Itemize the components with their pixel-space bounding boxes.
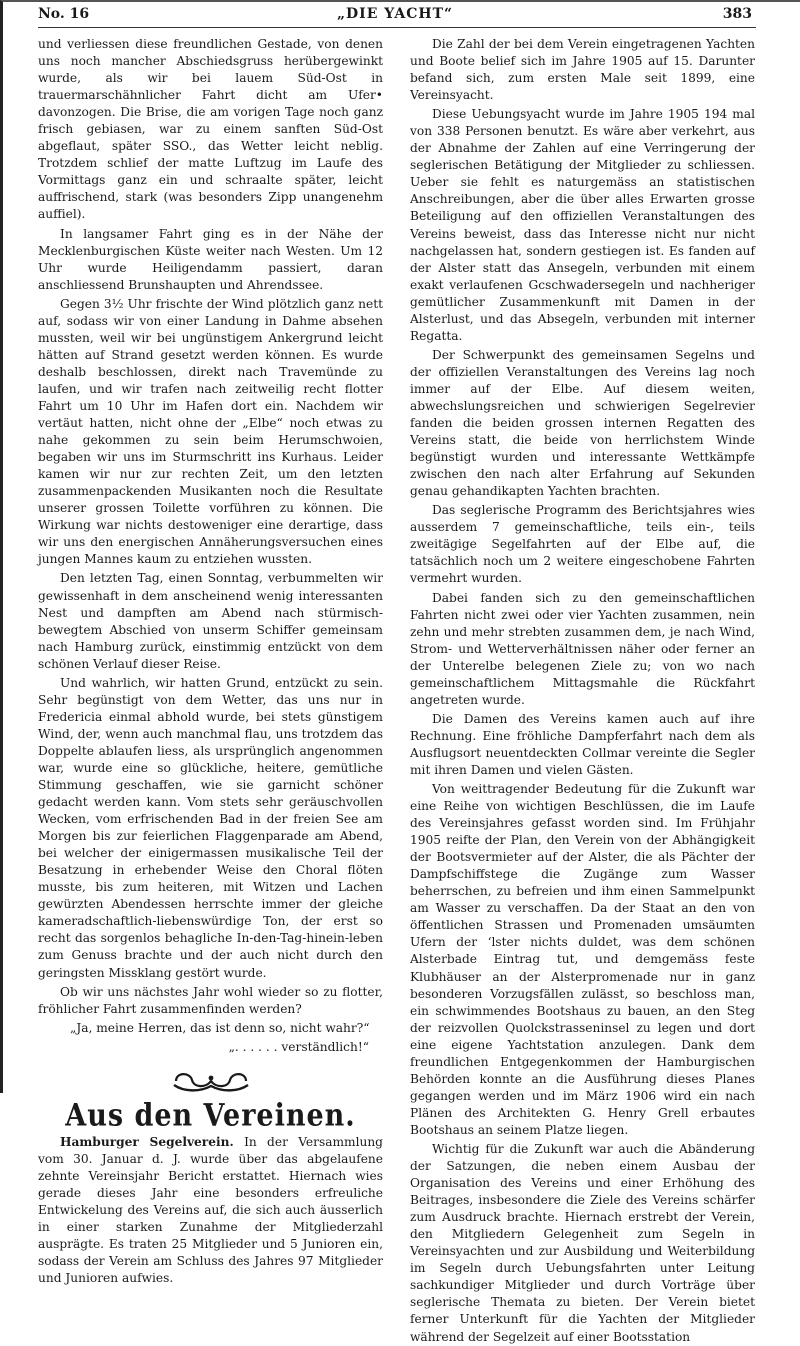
issue-number: No. 16	[38, 6, 90, 22]
paragraph: Und wahrlich, wir hatten Grund, entzückt zu sein. Sehr begünstigt von dem Wetter, das uns nur in Fredericia einmal abhold wurde, bei stets günstigem Wind, der, wenn auch manchmal flau, uns trotzdem das Doppelte ablaufen liess, als ursprünglich angenommen war, wurde eine so glückliche, heitere, gemütliche Stimmung geschaffen, wie sie garnicht schöner gedacht werden kann. Vom stets sehr geräuschvollen Wecken, vom erfrischenden Bad in der freien See am Morgen bis zur feierlichen Flaggenparade am Abend, bei welcher der einigermassen musikalische Teil der Besatzung in erhebender Weise den Choral flöten musste, bis zum heiteren, mit Witzen und Lachen gewürzten Abendessen herrschte immer der gleiche kameradschaftlich-liebenswürdige Ton, der erst so recht das sorgenlos behagliche In-den-Tag-hinein-leben zum Genuss brachte und der auch nicht durch den geringsten Missklang gestört wurde.	[38, 675, 383, 980]
club-name: Hamburger Segelverein.	[60, 1134, 234, 1149]
paragraph: Die Damen des Vereins kamen auch auf ihre Rechnung. Eine fröhliche Dampferfahrt nach dem als Ausflugsort neuentdeckten Collmar vereinte die Segler mit ihren Damen und vielen Gästen.	[410, 711, 755, 777]
page-header	[38, 6, 752, 28]
paragraph: Das seglerische Programm des Berichtsjahres wies ausserdem 7 gemeinschaftliche, teils ein-, teils zweitägige Segelfahrten auf der Elbe auf, die tatsächlich noch um 2 weitere eingeschobene Fahrten vermehrt wurden.	[410, 503, 755, 586]
club-report-paragraph	[38, 1134, 383, 1287]
section-heading: Aus den Vereinen.	[65, 1097, 356, 1134]
page-number: 383	[722, 6, 752, 22]
paragraph: Von weittragender Bedeutung für die Zukunft war eine Reihe von wichtigen Beschlüssen, die im Laufe des Vereinsjahres gefasst worden sind. Im Frühjahr 1905 reifte der Plan, den Verein von der Abhängigkeit der Bootsvermieter auf der Alster, die als Pächter der Dampfschiffstege die Zugänge zum Wasser beherrschen, zu befreien und ihm einen Sammelpunkt am Wasser zu verschaffen. Da der Staat an den von öffentlichen Strassen und Promenaden umsäumten Ufern der ‘lster nichts duldet, was dem schönen Alsterbade Eintrag tut, und demgemäss feste Klubhäuser an der Alsterpromenade nur in ganz besonderen Vorzugsfällen zulässt, so beschloss man, ein schwimmendes Bootshaus zu bauen, an den Steg der reizvollen Quolckstrasseninsel zu legen und dort eine eigene Yachtstation anzulegen. Dank dem freundlichen Entgegenkommen der Hamburgischen Behörden konnte an die Ausführung dieses Planes gegangen werden und im März 1906 wird ein nach Plänen des Architekten G. Henry Grell erbautes Bootshaus an seinem Platze liegen.	[410, 782, 755, 1137]
paragraph: und verliessen diese freundlichen Gestade, von denen uns noch mancher Abschiedsgruss herübergewinkt wurde, als wir bei lauem Süd-Ost in trauermarschähnlicher Fahrt dicht am Ufer• davonzogen. Die Brise, die am vorigen Tage noch ganz frisch gebiasen, war zu einem sanften Süd-Ost abgeflaut, später SSO., das Wetter leicht neblig. Trotzdem schlief der matte Luftzug im Laufe des Vormittags ganz ein und schraalte später, leicht auffrischend, stark (was besonders Zipp unangenehm auffiel).	[38, 37, 383, 222]
club-report-text: In der Versammlung vom 30. Januar d. J. wurde über das abgelaufene zehnte Vereinsjahr Bericht erstattet. Hiernach wies gerade dieses Jahr eine besonders erfreuliche Entwickelung des Vereins auf, die sich auch äusserlich in einer starken Zunahme der Mitgliederzahl ausprägte. Es traten 25 Mitglieder und 5 Junioren ein, sodass der Verein am Schluss des Jahres 97 Mitglieder und Junioren aufwies.	[38, 1134, 383, 1286]
paragraph: Gegen 3¹⁄₂ Uhr frischte der Wind plötzlich ganz nett auf, sodass wir von einer Landung in Dahme absehen mussten, weil wir bei ungünstigem Ankergrund leicht hätten auf Strand gesetzt werden können. Es wurde deshalb beschlossen, direkt nach Travemünde zu laufen, und wir trafen nach zeitweilig recht flotter Fahrt um 10 Uhr im Hafen dort ein. Nachdem wir vertäut hatten, nicht ohne der „Elbe“ noch etwas zu nahe gekommen zu sein beim Herumschwoien, begaben wir uns im Sturmschritt ins Kurhaus. Leider kamen wir nur zur rechten Zeit, um den letzten zusammenpackenden Musikanten noch die Resultate unserer grossen Toilette vorführen zu können. Die Wirkung war nichts destoweniger eine derartige, dass wir uns den energischen Annäherungsversuchen eines jungen Mannes kaum zu entziehen wussten.	[38, 296, 383, 567]
paragraph: Die Zahl der bei dem Verein eingetragenen Yachten und Boote belief sich im Jahre 1905 auf 15. Darunter befand sich, zum ersten Male seit 1899, eine Vereinsyacht.	[410, 37, 755, 103]
paragraph: Dabei fanden sich zu den gemeinschaftlichen Fahrten nicht zwei oder vier Yachten zusammen, nein zehn und mehr strebten zusammen dem, je nach Wind, Strom- und Wetterverhältnissen näher oder ferner an der Unterelbe belegenen Ziele zu; von wo nach gemeinschaftlichem Mittagsmahle die Rückfahrt angetreten wurde.	[410, 590, 755, 707]
ornament-divider	[38, 1068, 383, 1099]
quote-line: „Ja, meine Herren, das ist denn so, nicht wahr?“	[70, 1020, 370, 1035]
left-column	[38, 36, 383, 1287]
paragraph: Der Schwerpunkt des gemeinsamen Segelns und der offiziellen Veranstaltungen des Vereins lag noch immer auf der Elbe. Auf diesem weiten, abwechslungsreichen und schwierigen Segelrevier fanden die beiden grossen internen Regatten des Vereins statt, die beide von herrlichstem Winde begünstigt wurden und interessante Wettkämpfe zwischen den nach alter Erfahrung auf Sekunden genau gehandikapten Yachten brachten.	[410, 347, 755, 499]
right-column	[410, 36, 755, 1346]
paragraph: Ob wir uns nächstes Jahr wohl wieder so zu flotter, fröhlicher Fahrt zusammenfinden werden?	[38, 984, 383, 1016]
paragraph: Den letzten Tag, einen Sonntag, verbummelten wir gewissenhaft in dem anscheinend wenig interessanten Nest und dampften am Abend nach stürmisch-bewegtem Abschied von unserm Schiffer gemeinsam nach Hamburg zurück, einstimmig entzückt von dem schönen Verlauf dieser Reise.	[38, 571, 383, 671]
paragraph: Wichtig für die Zukunft war auch die Abänderung der Satzungen, die neben einem Ausbau der Organisation des Vereins und einer Erhöhung des Beitrages, insbesondere die Ziele des Vereins schärfer zum Ausdruck brachte. Hiernach erstrebt der Verein, den Mitgliedern Gelegenheit zum Segeln in Vereinsyachten und zur Ausbildung und Weiterbildung im Segeln durch Uebungsfahrten unter Leitung sachkundiger Mitglieder und durch Vorträge über seglerische Themata zu bieten. Der Verein bietet ferner Unterkunft für die Yachten der Mitglieder während der Segelzeit auf einer Bootsstation	[410, 1142, 755, 1344]
header-rule	[38, 27, 756, 28]
ornament-flourish-icon	[170, 1068, 252, 1094]
paragraph: Diese Uebungsyacht wurde im Jahre 1905 194 mal von 338 Personen benutzt. Es wäre aber verkehrt, aus der Abnahme der Zahlen auf eine Verringerung der seglerischen Betätigung der Mitglieder zu schliessen. Ueber sie fehlt es naturgemäss an statistischen Anschreibungen, aber die über alles Erwarten grosse Beteiligung auf den offiziellen Veranstaltungen des Vereins beweist, dass das Interesse nicht nur nicht nachgelassen hat, sondern gestiegen ist. Es fanden auf der Alster statt das Ansegeln, verbunden mit einem exakt verlaufenen Gcschwadersegeln und nachheriger gemütlicher Zusammenkunft mit Damen in der Alsterlust, und das Absegeln, verbunden mit interner Regatta.	[410, 107, 755, 343]
paragraph: In langsamer Fahrt ging es in der Nähe der Mecklenburgischen Küste weiter nach Westen. Um 12 Uhr wurde Heiligendamm passiert, daran anschliessend Brunshaupten und Ahrendssee.	[38, 226, 383, 292]
journal-title: „DIE YACHT“	[336, 6, 454, 22]
quote-signature: „. . . . . . verständlich!“	[228, 1039, 369, 1054]
